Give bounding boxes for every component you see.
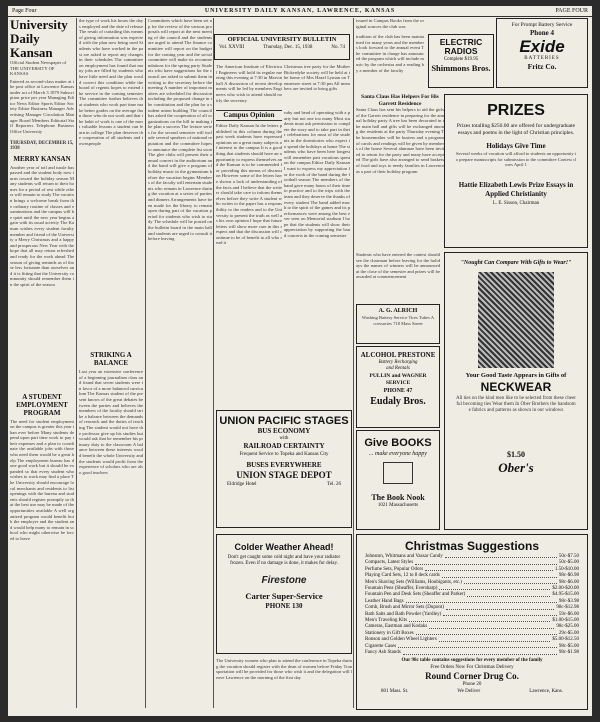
bulletin-body: The American Institute of Electrical Engineers will hold its regular meeting this evening at 7:30 in Marvin hall A discussion of recent developments will be led by members Engineers who wish to attend should notify the secretary [216, 64, 282, 103]
alcohol-line4: PHONE 47 [383, 387, 413, 394]
prizes-signed: L. E. Sisson, Chairman [492, 201, 540, 206]
colder-body: Don't get caught some cold night and have your radiator frozen. Even if no damage is done, it makes for delay. [227, 555, 341, 567]
editorial-body-3: Last year an extensive conference of a beginning journalism class and found that seven students were in favor of a more balanced curriculum The Kansas student of the present knows of the great debates between the parties and believes the members of the faculty should strike a balance between the demands of research and the duties of teaching The student would not have the professor give up his studies but would ask that he remember his primary duty to the classroom A balance between these interests would benefit the whole University and the students would profit from the experience of scholars who are also good teachers [79, 369, 143, 475]
bulletin-line [215, 44, 349, 51]
christmas-item-name: Comb, Brush and Mirror Sets (Dupont) [365, 605, 444, 611]
leader-dots [445, 554, 557, 558]
christmas-item-price: 98c-$12.98 [556, 605, 579, 611]
newspaper-page [8, 6, 592, 716]
christmas-wrap: Free Orders Now For Christmas Delivery [430, 664, 514, 670]
christmas-item-name: Bath Salts and Bath Powder (Yardley) [365, 611, 442, 617]
column-rule [353, 18, 354, 708]
book-nook-ad [356, 430, 440, 530]
leader-dots [464, 580, 557, 584]
christmas-store: Round Corner Drug Co. [425, 670, 519, 681]
column-rule [145, 18, 146, 708]
christmas-item-name: Cameras, Eastman and Kodaks [365, 624, 428, 630]
books-title: Give BOOKS [364, 437, 432, 449]
book-icon [383, 462, 413, 484]
christmas-item-price: 50c-$5.00 [558, 560, 579, 566]
christmas-we-deliver: We Deliver [457, 688, 481, 694]
bulletin-title: OFFICIAL UNIVERSITY BULLETIN [227, 36, 337, 43]
christmas-item-name: Fancy Ash Stands [365, 650, 401, 656]
campus-opinion-title: Campus Opinion [216, 110, 282, 121]
christmas-item-price: 98c-$5.00 [558, 643, 579, 649]
christmas-item-name: Playing Card Sets, 12 to 8 deck cards [365, 573, 440, 579]
eudaly-ad [356, 346, 440, 428]
books-address: 1021 Massachusetts [377, 503, 419, 508]
editorial-continued: the type of work his hours the days employed and the date of release The result of curtailing this means of giving information was expected with the plan now being used Students who have worked in the past are asked to report any changes in their schedules The committee on employment has found that many jobs are filled by students who have little need and the plan would correct this condition while the board of regents hopes to extend the service in the coming semester The committee further believes that students who work part time make better grades on the average than those who do not work and that the habit of work is one of the most valuable lessons a student can learn in college The plan deserves the cooperation of all students and townspeople [79, 18, 143, 147]
editorial-body-2: The need for student employment on the campus is greater this year than ever before Many students depend upon part time work to pay their expenses and a plan to coordinate the available jobs with those who need them would be a great help The employment bureau has done good work but it should be expanded so that every student who wishes to work may find a place The University should encourage local merchants and residents to list openings with the bureau and students should register promptly so that the best use may be made of the opportunities available A well organized program would benefit both the employer and the student and would help many to remain in school who might otherwise be forced to leave [10, 418, 74, 541]
bulletin-vol: Vol. XXVIII [219, 45, 245, 50]
colder-store: Carter Super-Service [245, 590, 323, 601]
alrich-firm: A. G. ALRICH [378, 308, 418, 314]
header-right: PAGE FOUR [555, 8, 588, 14]
neckwear-price: $1.50 [507, 450, 525, 459]
christmas-item-price: 98c-$25.00 [556, 624, 579, 630]
union-pacific-address: Eldridge Hotel [227, 482, 257, 487]
leader-dots [406, 599, 557, 603]
alcohol-line1: Battery Recharging [378, 360, 418, 365]
prizes-holiday: Holidays Give Time [486, 142, 546, 150]
leader-dots [443, 612, 557, 616]
christmas-item-price: 1.50-$10.00 [554, 566, 579, 572]
column-rule [213, 18, 214, 708]
leader-dots [467, 592, 550, 596]
alcohol-line2: and Rentals [386, 366, 410, 372]
staff-box: Entered as second-class matter at the post office at Lawrence Kansas under act of March 3 1879 Subscription price per year Managing Editor News Editor Sports Editor Society Editor Business Manager Advertising Manager Circulation Manager Board Members Editorial Staff Reporters Telephone Business Office University [10, 78, 74, 134]
leader-dots [398, 644, 557, 648]
neckwear-headline: Your Good Taste Appears in Gifts of [465, 372, 567, 379]
christmas-title: Christmas Suggestions [404, 539, 540, 553]
leader-dots [442, 573, 557, 577]
electric-radios-ad [428, 34, 494, 88]
masthead-subtitle: Official Student Newspaper of THE UNIVERSITY OF KANSAS [10, 60, 67, 76]
news-bottom [216, 658, 352, 708]
leader-dots [439, 586, 550, 590]
campus-opinion-body: Editor Daily Kansan In the letters published in this column during the past week students have expressed opinions on a great many subjects of interest to the campus It is a good thing that students should have an opportunity to express themselves and the Kansan is to be commended for providing this means of discussion However some of the letters have shown a lack of understanding of the facts and I believe that the writers should take care to inform themselves before they write A student who writes to the paper has a responsibility to the readers and to the University to present the truth as well as his own opinion I hope that future letters will show more care in this respect and that the discussion will continue to be of benefit to all who read it [216, 123, 282, 246]
leader-dots [446, 605, 554, 609]
column-6-text-b [356, 252, 440, 304]
union-pacific-line4: Frequent Service to Topeka and Kansas City [239, 452, 329, 457]
bulletin-notices [216, 64, 282, 106]
news-bottom-body: The University women who plan to attend the conference in Topeka during the vacation should register with the dean of women before Friday Transportation will be provided for those who wish it and the delegation will leave Lawrence on the morning of the first day [216, 658, 352, 680]
christmas-item-name: Compacts, Latest Styles [365, 560, 414, 566]
news-body-3: Committees which have been set up for the review of the various proposals will report at the next meeting of the council and the students are urged to attend The finance committee will report on the budget for the coming year and the social committee will make its recommendations for the spring party Students who have suggestions for the council are asked to submit them in writing to the secretary before the meeting A number of important matters are scheduled for discussion including the proposed change in the constitution and the plan for a student union building The council has asked the cooperation of all organizations on the hill in making the plan a success The lecture series for the second semester will include several speakers of national reputation and the committee hopes to announce the complete list soon The glee clubs will present their annual concert in the auditorium and the band will give a program of holiday music in the gymnasium before the vacation begins Members of the faculty will entertain students who remain in Lawrence during the vacation at a series of parties and dinners Arrangements have been made for the library to remain open during part of the vacation period for students who wish to study The schedule will be posted on the bulletin board in the main hall and students are urged to consult it before leaving [148, 18, 212, 242]
leader-dots [415, 560, 557, 564]
firestone-logo: Firestone [261, 574, 307, 586]
electric-line: Complete $19.95 [443, 57, 479, 62]
column-6-text-a-body: tradition of the club has been maintained for many years and the members look forward to the annual event The committee in charge has announced the program which will include music by the orchestra and a reading by a member of the faculty [356, 34, 424, 73]
christmas-item-price: $2.00-$20.00 [552, 586, 579, 592]
leader-dots [425, 567, 553, 571]
christmas-item-name: Stationery in Gift Boxes [365, 630, 414, 636]
union-pacific-line2: with [279, 436, 289, 441]
books-store: The Book Nook [371, 493, 425, 502]
editorial-title-1: MERRY KANSAN [13, 154, 71, 163]
column-rule [76, 18, 77, 708]
leader-dots [416, 631, 557, 635]
christmas-item-name: Cigarette Cases [365, 643, 397, 649]
neckwear-illustration [478, 272, 554, 368]
leader-dots [409, 618, 550, 622]
christmas-item-price: 59c-$6.00 [558, 611, 579, 617]
christmas-item-price: 98c-$6.98 [558, 573, 579, 579]
exide-brand: Exide [519, 37, 565, 56]
santa-title: Santa Claus Has Helpers For His Garrett Residence [361, 94, 439, 107]
union-pacific-contact [217, 481, 351, 488]
christmas-item-price: 29c-$5.00 [558, 630, 579, 636]
christmas-item-price: 98c-$6.00 [558, 579, 579, 585]
union-pacific-line1: BUS ECONOMY [257, 427, 311, 435]
column-6-top-body: issued in Campus Books from the original sources the club was [356, 18, 424, 29]
exide-phone: Phone 4 [530, 29, 554, 37]
electric-title: ELECTRIC RADIOS [439, 37, 483, 56]
union-pacific-tel: Tel. 26 [327, 482, 341, 487]
christmas-item-price: $5.00-$12.50 [552, 637, 579, 643]
header-left: Page Four [12, 8, 37, 14]
column-6-top [356, 18, 424, 32]
christmas-item-name: Fountain Pens (Sheaffer, Eversharp) [365, 586, 438, 592]
leader-dots [429, 624, 554, 628]
christmas-list [357, 554, 587, 657]
exide-top: For Prompt Battery Service [511, 22, 573, 28]
obers-logo: Ober's [498, 460, 534, 475]
alcohol-line3: PULLIN and WAGNER SERVICE [369, 372, 427, 386]
christmas-item-name: Men's Traveling Kits [365, 618, 408, 624]
neckwear-product: NECKWEAR [480, 380, 552, 394]
christmas-address: 801 Mass. St. [381, 688, 409, 694]
eudaly-store: Eudaly Bros. [370, 395, 426, 407]
round-corner-drug-ad [356, 534, 588, 710]
news-column-3 [148, 18, 212, 708]
masthead-title: University Daily Kansan [10, 18, 68, 60]
prizes-hattie: Hattie Elizabeth Lewis Prize Essays in Applied Christianity [458, 181, 574, 198]
christmas-phone: Phone 20 [462, 681, 482, 687]
alrich-ad [356, 304, 440, 344]
leader-dots [403, 650, 557, 654]
christmas-item-name: Men's Shaving Sets (Williams, Houbigants, etc.) [365, 579, 463, 585]
header-center: UNIVERSITY DAILY KANSAN, LAWRENCE, KANSAS [204, 8, 396, 14]
neckwear-quote: "Nought Can Compare With Gifts to Wear!" [460, 260, 572, 266]
christmas-contact [357, 688, 587, 695]
christmas-item-name: Fountain Pen and Desk Sets (Sheaffer and Parker) [365, 592, 466, 598]
union-pacific-line3: RAILROAD CERTAINTY [243, 442, 325, 450]
editorial-title-2: A STUDENT EMPLOYMENT PROGRAM [16, 392, 68, 417]
carter-super-service-ad [216, 534, 352, 654]
santa-story [356, 94, 444, 248]
neckwear-body: All ties on the kind men like to be selected from these cheerful becoming ties Wear them In Ober Brothers the handsome fabrics and patterns as shown in our windows [456, 396, 576, 414]
news-body-5: ruby and head of operating with a party but not one too many Most students must ask permission to complete the story and to take part in their celebrations for most of the students in the dormitories who expect to spend the holidays at home The students who have been here longest will remember past vacations spent on the campus Editor Daily Kansan I want to express my appreciation for the work of the band during the football season The members of the band gave many hours of their time to practice and to the trips with the team and they deserve the thanks of every student The band added much to the spirit of the games and its performances were among the best ever seen on Memorial stadium I hope that the students will show their appreciation by supporting the band concerts in the coming semester [284, 110, 350, 239]
editorial-body-1: Another year of toil and tussle has passed and the student body now turns toward the holiday season Many students will return to their homes for a period of rest while others will remain to study The vacation brings a welcome break from the ordinary routine of classes and examinations and the campus will be quiet until the new year begins again with its usual activity The Kansan wishes every student faculty member and friend of the University a Merry Christmas and a happy and prosperous New Year with the hope that all may return refreshed and ready for the work ahead The season of giving reminds us of those less fortunate than ourselves and it is fitting that the University community should remember them in the spirit of the season [10, 164, 74, 287]
christmas-item-price: 98c-$1.98 [558, 650, 579, 656]
prizes-body: Prizes totalling $250.00 are offered for undergraduate essays and poems in the light of Christian principles. [456, 123, 576, 136]
leader-dots [439, 637, 550, 641]
union-pacific-title: UNION PACIFIC STAGES [219, 415, 349, 427]
masthead-column [10, 18, 74, 708]
christmas-item-name: Leather Hand Bags [365, 598, 404, 604]
exide-sub: BATTERIES [524, 56, 560, 61]
bulletin-no: No. 74 [331, 45, 345, 50]
prizes-title: PRIZES [487, 102, 545, 119]
official-bulletin [214, 34, 350, 60]
date-line: THURSDAY, DECEMBER 15, 1938 [10, 140, 74, 151]
colder-phone: PHONE 130 [265, 601, 303, 610]
santa-body: Santa Claus has sent his helpers to aid the girls of the Garrett residence in preparing for the annual holiday party A tree has been decorated in the main hall and gifts will be exchanged among the residents at the party Thursday evening The housemother will be hostess and a program of carols and readings will be given by members of the house Several alumnae have been invited to return for the party and many have accepted The girls have also arranged to send baskets of food and toys to needy families in Lawrence as a part of their holiday program [356, 107, 444, 174]
electric-store: Shimmons Bros. [431, 63, 491, 73]
alcohol-title: ALCOHOL PRESTONE [360, 351, 436, 359]
christmas-item-name: Perfume Sets, Popular Odors [365, 566, 424, 572]
christmas-item-name: Ronson and Golden Wheel Lighters [365, 637, 437, 643]
editorial-column-2 [79, 18, 143, 708]
books-line: ... make everyone happy [369, 451, 427, 457]
christmas-item-price: $4.95-$15.00 [552, 592, 579, 598]
christmas-item-price: $1.00-$15.00 [552, 618, 579, 624]
column-6-text-b-body: Students who have entered the contest should see the chairman before leaving for the holidays the names of winners will be announced at the close of the semester and prizes will be awarded at commencement [356, 252, 440, 280]
christmas-footer: Our 98c table contains suggestions for every member of the family [401, 657, 543, 663]
christmas-city: Lawrence, Kans. [529, 688, 563, 694]
alrich-body: Washing Battery Service Tires Tubes Accessories 718 Mass Street [361, 315, 435, 326]
christmas-item-price: 98c-$3.98 [558, 598, 579, 604]
exide-store: Fritz Co. [527, 62, 557, 71]
editorial-title-3: STRIKING A BALANCE [90, 351, 132, 367]
neckwear-copy [446, 372, 586, 528]
union-pacific-everywhere: BUSES EVERYWHERE [246, 461, 322, 469]
bulletin-notices-2 [284, 64, 350, 106]
prizes-ad [444, 94, 588, 248]
column-6-text-a [356, 34, 424, 92]
bulletin-body-2: Christmas tree party for the Mother Bickerdyke society will be held at the home of Mrs Hazel Lyman on Tennessee street at 7:30 pm All members are invited to bring gifts [284, 64, 350, 92]
christmas-item-price: 50c-$7.50 [558, 554, 579, 559]
bulletin-date: Thursday, Dec. 15, 1938 [263, 45, 313, 50]
prizes-details: Several weeks of vacation will afford to students an opportunity to prepare manuscripts for submission to the committee Contest closes April 1 [455, 151, 577, 168]
union-pacific-ad [216, 410, 352, 528]
colder-title: Colder Weather Ahead! [234, 542, 334, 552]
exide-ad [496, 18, 588, 88]
page-header [8, 6, 592, 17]
christmas-item-name: Johnston, Whitmans and Vassar Candy [365, 554, 443, 559]
union-pacific-depot: UNION STAGE DEPOT [236, 470, 332, 480]
